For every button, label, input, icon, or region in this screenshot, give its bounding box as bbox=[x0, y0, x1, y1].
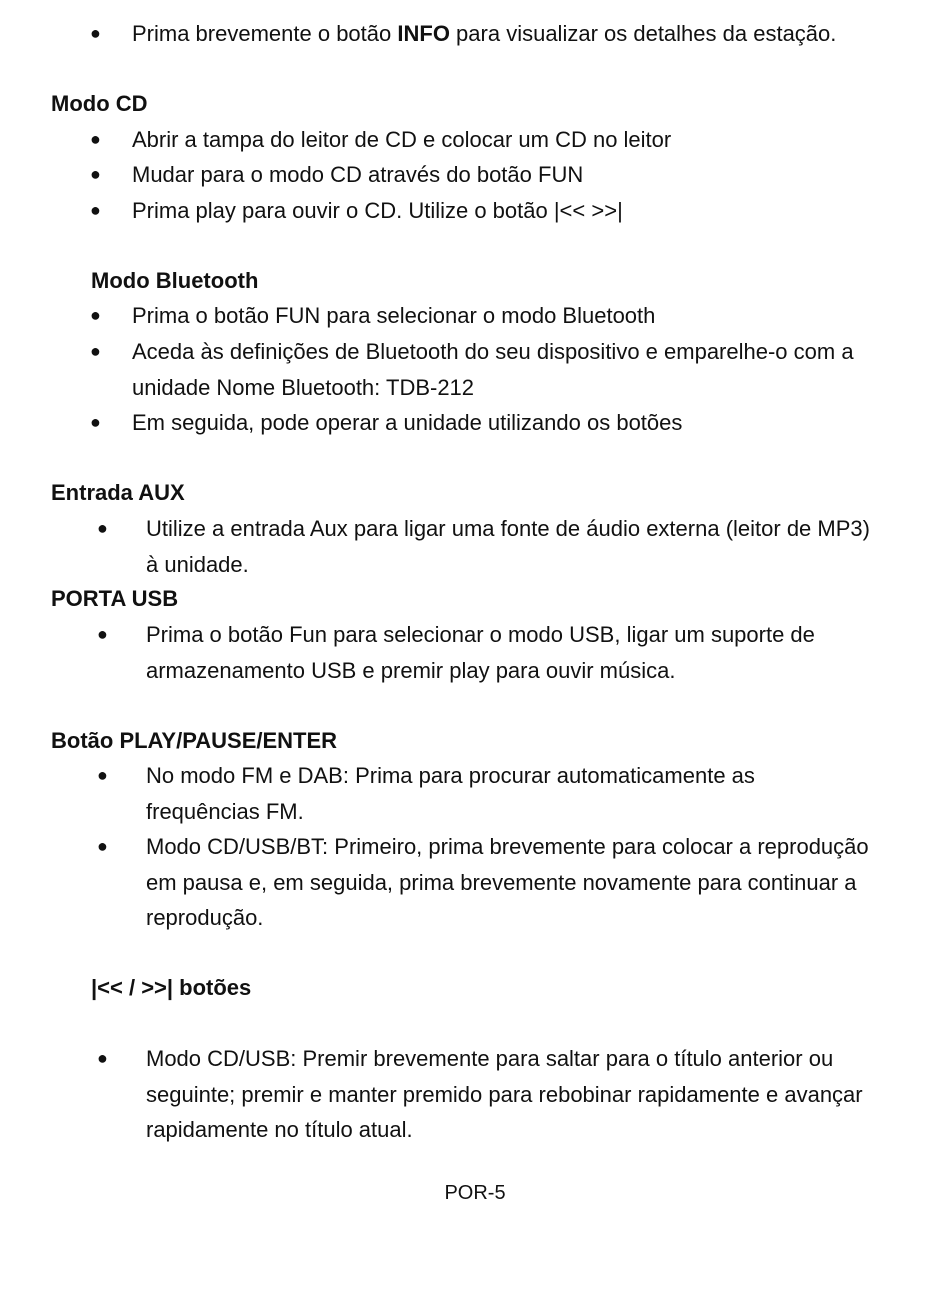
bullet-icon: ● bbox=[90, 23, 101, 43]
section-heading-aux: Entrada AUX bbox=[51, 480, 185, 505]
bullet-icon: ● bbox=[97, 518, 108, 538]
bullet-icon: ● bbox=[97, 765, 108, 785]
bullet-icon: ● bbox=[97, 624, 108, 644]
section-heading-bluetooth: Modo Bluetooth bbox=[91, 268, 259, 293]
list-item-text: Aceda às definições de Bluetooth do seu dispositivo e emparelhe-o com a unidade Nome Bluetooth: TDB-212 bbox=[132, 339, 854, 400]
list-item-text: Prima o botão FUN para selecionar o modo Bluetooth bbox=[132, 303, 656, 328]
list-item-text: Prima o botão Fun para selecionar o modo USB, ligar um suporte de armazenamento USB e premir play para ouvir música. bbox=[146, 622, 815, 683]
list-item-text: Abrir a tampa do leitor de CD e colocar um CD no leitor bbox=[132, 127, 672, 152]
list-item-text: Em seguida, pode operar a unidade utilizando os botões bbox=[132, 410, 683, 435]
bullet-icon: ● bbox=[90, 341, 101, 361]
bullet-icon: ● bbox=[90, 164, 101, 184]
list-item-text: Utilize a entrada Aux para ligar uma fonte de áudio externa (leitor de MP3) à unidade. bbox=[146, 516, 870, 577]
bullet-icon: ● bbox=[97, 836, 108, 856]
bullet-icon: ● bbox=[97, 1048, 108, 1068]
section-heading-usb: PORTA USB bbox=[51, 586, 179, 611]
bullet-icon: ● bbox=[90, 305, 101, 325]
list-item-text: Modo CD/USB/BT: Primeiro, prima brevemente para colocar a reprodução em pausa e, em seguida, prima brevemente novamente para continuar a reprodução. bbox=[146, 834, 869, 930]
list-item-text: Prima play para ouvir o CD. Utilize o botão |<< >>| bbox=[132, 198, 623, 223]
bullet-icon: ● bbox=[90, 412, 101, 432]
section-heading-play: Botão PLAY/PAUSE/ENTER bbox=[51, 728, 338, 753]
section-heading-cd: Modo CD bbox=[51, 91, 148, 116]
list-item-text: No modo FM e DAB: Prima para procurar automaticamente as frequências FM. bbox=[146, 763, 755, 824]
page-number: POR-5 bbox=[444, 1182, 506, 1204]
list-item-text: Prima brevemente o botão INFO para visualizar os detalhes da estação. bbox=[132, 21, 837, 46]
list-item-text: Mudar para o modo CD através do botão FUN bbox=[132, 162, 584, 187]
bullet-icon: ● bbox=[90, 129, 101, 149]
bullet-icon: ● bbox=[90, 200, 101, 220]
list-item-text: Modo CD/USB: Premir brevemente para saltar para o título anterior ou seguinte; premir e manter premido para rebobinar rapidamente e avançar rapidamente no título atual. bbox=[146, 1046, 863, 1142]
section-heading-skip: |<< / >>| botões bbox=[91, 975, 252, 1000]
